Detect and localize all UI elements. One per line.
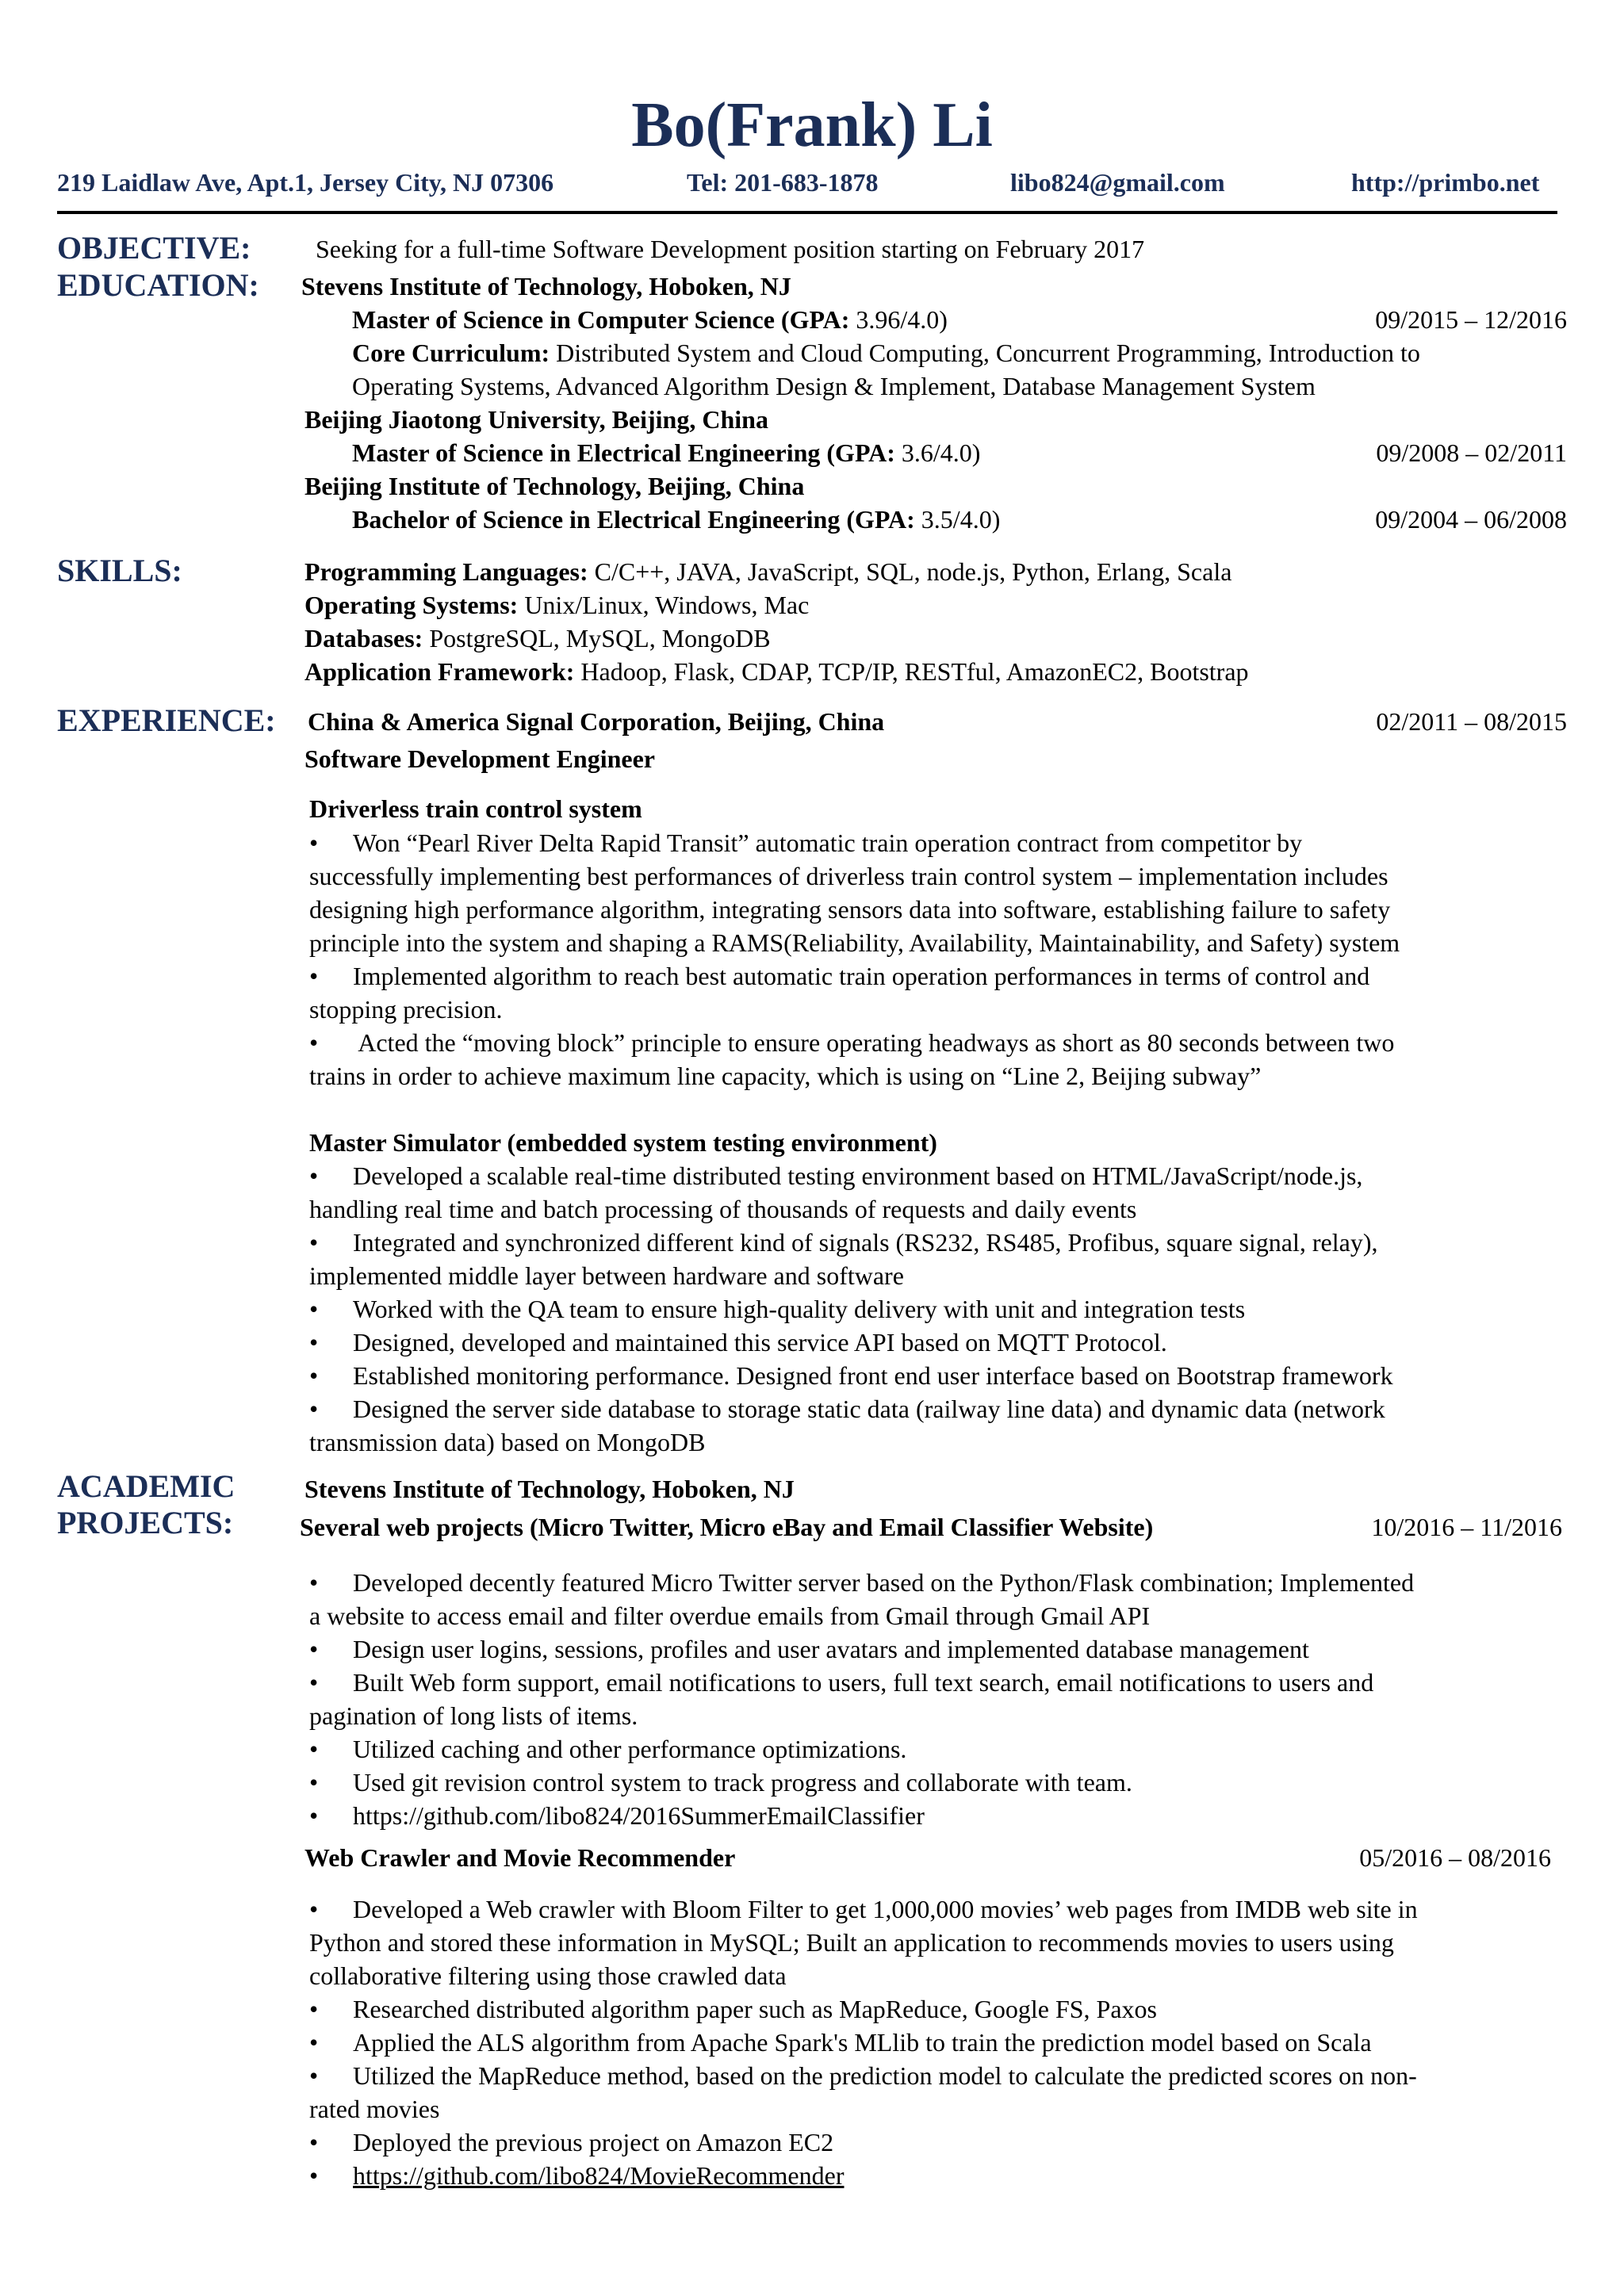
projects-label-cont: PROJECTS: [57,1505,234,1540]
curriculum-label: Core Curriculum: [352,339,550,367]
bullet-continuation: a website to access email and filter overdue emails from Gmail through Gmail API [309,1601,1151,1630]
bullet-continuation: stopping precision. [309,995,503,1024]
bullet-text: Established monitoring performance. Designed front end user interface based on Bootstrap framework [353,1361,1393,1390]
objective-label: OBJECTIVE: [57,230,251,266]
resume-name: Bo(Frank) Li [631,90,993,160]
bullet-continuation: pagination of long lists of items. [309,1701,638,1730]
skill-values: PostgreSQL, MySQL, MongoDB [423,624,771,652]
bullet-icon: • [309,2028,319,2057]
bullet-item [309,1393,1385,1425]
education-degree [352,437,980,469]
project-title: Several web projects (Micro Twitter, Micro eBay and Email Classifier Website) [300,1513,1154,1541]
bullet-icon: • [309,1768,319,1797]
skill-category: Application Framework: [304,657,575,686]
skill-category: Programming Languages: [304,557,588,586]
bullet-continuation: transmission data) based on MongoDB [309,1428,706,1456]
bullet-item [309,1633,1309,1665]
bullet-item [309,2126,833,2158]
bullet-item [309,2060,1417,2091]
bullet-item [309,2026,1372,2058]
bullet-item [309,1667,1373,1698]
bullet-text: Applied the ALS algorithm from Apache Spark's MLlib to train the prediction model based on Scala [353,2028,1372,2057]
project-title: Driverless train control system [309,794,642,823]
bullet-icon: • [309,2061,319,2090]
bullet-item [309,1226,1377,1258]
contact-phone: Tel: 201-683-1878 [687,168,879,197]
bullet-icon: • [309,962,319,990]
bullet-text: Designed the server side database to storage static data (railway line data) and dynamic data (network [353,1395,1385,1423]
skill-row [304,589,809,621]
bullet-text: Designed, developed and maintained this service API based on MQTT Protocol. [353,1328,1167,1357]
bullet-continuation: trains in order to achieve maximum line capacity, which is using on “Line 2, Beijing subway” [309,1062,1262,1090]
bullet-item [309,1993,1157,2025]
bullet-text: Design user logins, sessions, profiles and user avatars and implemented database management [353,1635,1309,1663]
contact-website[interactable]: http://primbo.net [1351,168,1540,197]
experience-label: EXPERIENCE: [57,702,276,738]
bullet-item [309,1893,1418,1925]
bullet-continuation: designing high performance algorithm, integrating sensors data into software, establishing failure to safety [309,895,1391,924]
bullet-item [309,1766,1132,1798]
bullet-icon: • [309,1361,319,1390]
bullet-icon: • [309,1668,319,1697]
bullet-icon: • [309,2128,319,2156]
education-curriculum [352,337,1420,369]
bullet-item [309,1326,1167,1358]
bullet-icon: • [309,1228,319,1257]
bullet-item [309,1567,1414,1598]
bullet-text: Implemented algorithm to reach best automatic train operation performances in terms of control and [353,962,1370,990]
experience-title: Software Development Engineer [304,744,655,773]
education-school: Beijing Institute of Technology, Beijing, China [304,472,805,500]
education-curriculum-cont: Operating Systems, Advanced Algorithm Design & Implement, Database Management System [352,372,1316,400]
degree-gpa: 3.6/4.0) [894,438,981,467]
skill-category: Operating Systems: [304,591,519,619]
bullet-text: Developed a scalable real-time distributed testing environment based on HTML/JavaScript/node.js, [353,1161,1363,1190]
bullet-icon: • [309,2161,319,2190]
github-link[interactable]: https://github.com/libo824/2016SummerEmailClassifier [353,1801,925,1830]
education-degree [352,503,1000,535]
bullet-icon: • [309,828,319,857]
curriculum-text: Distributed System and Cloud Computing, Concurrent Programming, Introduction to [550,339,1420,367]
skill-values: Hadoop, Flask, CDAP, TCP/IP, RESTful, AmazonEC2, Bootstrap [574,657,1249,686]
header-divider [57,211,1557,214]
bullet-continuation: principle into the system and shaping a RAMS(Reliability, Availability, Maintainability, and Safety) system [309,928,1400,957]
bullet-item [309,960,1369,992]
bullet-continuation: implemented middle layer between hardware and software [309,1261,904,1290]
bullet-text: Researched distributed algorithm paper such as MapReduce, Google FS, Paxos [353,1995,1157,2023]
experience-dates: 02/2011 – 08/2015 [1376,707,1567,736]
education-school: Stevens Institute of Technology, Hoboken, NJ [301,272,791,300]
bullet-icon: • [309,1635,319,1663]
degree-name: Master of Science in Electrical Engineering (GPA: [352,438,895,467]
bullet-item [309,1027,1394,1058]
bullet-text: Built Web form support, email notifications to users, full text search, email notifications to users and [353,1668,1374,1697]
bullet-text: Integrated and synchronized different kind of signals (RS232, RS485, Profibus, square signal, relay), [353,1228,1378,1257]
projects-label: ACADEMIC [57,1468,236,1504]
bullet-text: Developed a Web crawler with Bloom Filter to get 1,000,000 movies’ web pages from IMDB web site in [353,1895,1418,1923]
contact-email[interactable]: libo824@gmail.com [1010,168,1225,197]
bullet-text: Won “Pearl River Delta Rapid Transit” automatic train operation contract from competitor by [353,828,1303,857]
experience-company: China & America Signal Corporation, Beijing, China [308,707,885,736]
bullet-text: Acted the “moving block” principle to ensure operating headways as short as 80 seconds between two [353,1028,1395,1057]
bullet-continuation: successfully implementing best performances of driverless train control system – implementation includes [309,862,1388,890]
bullet-continuation: rated movies [309,2095,440,2123]
bullet-continuation: collaborative filtering using those crawled data [309,1961,787,1990]
bullet-icon: • [309,1995,319,2023]
bullet-text: Deployed the previous project on Amazon EC2 [353,2128,834,2156]
bullet-text: Utilized caching and other performance optimizations. [353,1735,907,1763]
bullet-item [309,1360,1393,1391]
education-dates: 09/2004 – 06/2008 [1375,505,1567,534]
project-title: Master Simulator (embedded system testing environment) [309,1128,937,1157]
project-dates: 05/2016 – 08/2016 [1359,1843,1551,1872]
bullet-icon: • [309,1735,319,1763]
education-degree [352,304,948,335]
skills-label: SKILLS: [57,553,182,588]
skill-values: C/C++, JAVA, JavaScript, SQL, node.js, Python, Erlang, Scala [588,557,1232,586]
degree-gpa: 3.5/4.0) [914,505,1001,534]
bullet-icon: • [309,1028,319,1057]
bullet-text: Utilized the MapReduce method, based on the prediction model to calculate the predicted scores on non- [353,2061,1417,2090]
education-label: EDUCATION: [57,267,259,303]
degree-name: Master of Science in Computer Science (GPA: [352,305,850,334]
project-dates: 10/2016 – 11/2016 [1371,1513,1562,1541]
degree-gpa: 3.96/4.0) [849,305,948,334]
skill-row [304,656,1249,687]
bullet-item [309,2160,844,2191]
bullet-continuation: Python and stored these information in MySQL; Built an application to recommends movies to users using [309,1928,1394,1957]
skill-values: Unix/Linux, Windows, Mac [518,591,810,619]
bullet-icon: • [309,1568,319,1597]
bullet-icon: • [309,1295,319,1323]
project-title: Web Crawler and Movie Recommender [304,1843,736,1872]
bullet-icon: • [309,1801,319,1830]
bullet-text: Used git revision control system to track progress and collaborate with team. [353,1768,1132,1797]
bullet-icon: • [309,1395,319,1423]
degree-name: Bachelor of Science in Electrical Engineering (GPA: [352,505,915,534]
skill-row [304,556,1231,587]
education-school: Beijing Jiaotong University, Beijing, China [304,405,768,434]
bullet-item [309,1160,1362,1192]
skill-row [304,622,771,654]
bullet-continuation: handling real time and batch processing of thousands of requests and daily events [309,1195,1137,1223]
objective-text: Seeking for a full-time Software Development position starting on February 2017 [316,235,1145,263]
bullet-item [309,1733,906,1765]
bullet-item [309,1800,925,1831]
education-dates: 09/2015 – 12/2016 [1375,305,1567,334]
bullet-item [309,1293,1245,1325]
skill-category: Databases: [304,624,423,652]
bullet-icon: • [309,1328,319,1357]
bullet-icon: • [309,1161,319,1190]
bullet-item [309,827,1302,859]
github-link[interactable]: https://github.com/libo824/MovieRecommender [353,2161,845,2190]
bullet-text: Worked with the QA team to ensure high-quality delivery with unit and integration tests [353,1295,1246,1323]
projects-school: Stevens Institute of Technology, Hoboken, NJ [304,1475,795,1503]
bullet-icon: • [309,1895,319,1923]
bullet-text: Developed decently featured Micro Twitter server based on the Python/Flask combination; Implemented [353,1568,1415,1597]
education-dates: 09/2008 – 02/2011 [1376,438,1567,467]
contact-address: 219 Laidlaw Ave, Apt.1, Jersey City, NJ 07306 [57,168,554,197]
